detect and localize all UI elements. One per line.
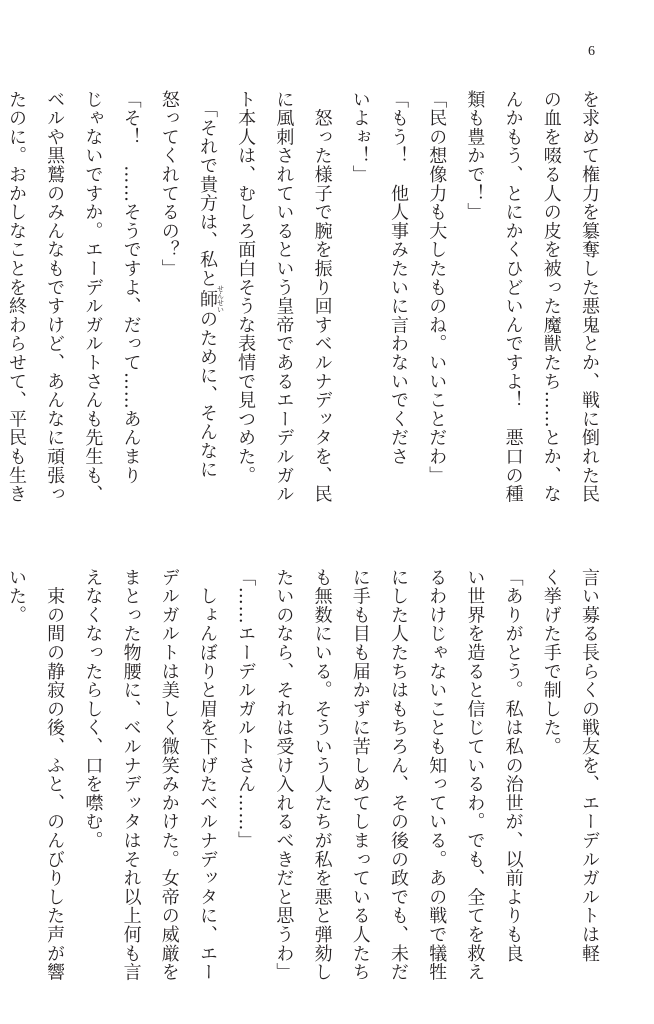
text-line: の血を啜る人の皮を被った魔獣たち……とか、な	[540, 90, 562, 504]
text-line: 言い募る長らくの戦友を、エーデルガルトは軽	[579, 568, 600, 963]
text-line: 怒ってくれてるの？」	[158, 90, 180, 278]
text-line: いた。	[5, 568, 27, 625]
text-line: るわけじゃないことも知っている。あの戦で犠牲	[426, 568, 448, 982]
ruby-annotation	[196, 284, 225, 313]
text-line: く挙げた手で制した。	[540, 568, 562, 756]
text-line: しょんぼりと眉を下げたベルナデッタに、エー	[196, 568, 218, 982]
text-line: 「……エーデルガルトさん……」	[235, 568, 257, 850]
text-segment: のために、そんなに	[196, 309, 218, 480]
text-line: を求めて権力を簒奪した悪鬼とか、戦に倒れた民	[579, 90, 600, 504]
ruby-reading: せんせい	[216, 284, 225, 313]
text-line: じゃないですか。エーデルガルトさんも先生も、	[82, 90, 104, 504]
text-line: デルガルトは美しく微笑みかけた。女帝の威厳を	[158, 568, 180, 982]
lower-text-block	[5, 568, 608, 983]
text-line: ベルや黒鷲のみんなもですけど、あんなに頑張っ	[44, 90, 66, 504]
text-line: 類も豊かで！」	[464, 90, 486, 222]
text-segment: 「それで貴方は、私と	[196, 90, 218, 288]
text-line: んかもう、とにかくひどいんですよ！ 悪口の種	[502, 90, 524, 504]
text-line: に手も目も届かずに苦しめてしまっている人たち	[349, 568, 371, 982]
text-line: たのに。おかしなことを終わらせて、平民も生き	[5, 90, 27, 504]
text-line: も無数にいる。そういう人たちが私を悪と弾劾し	[311, 568, 333, 982]
text-line: たいのなら、それは受け入れるべきだと思うわ」	[273, 568, 295, 982]
page-number: 6	[588, 44, 595, 59]
text-line: いよぉ！」	[349, 90, 371, 184]
text-line: 「もう！ 他人事みたいに言わないでくださ	[387, 90, 409, 466]
text-line: い世界を造ると信じているわ。でも、全てを救え	[464, 568, 486, 982]
ruby-base: 師	[196, 284, 218, 313]
text-line: 怒った様子で腕を振り回すベルナデッタを、民	[311, 90, 333, 504]
text-line: ト本人は、むしろ面白そうな表情で見つめた。	[235, 90, 257, 485]
text-line: えなくなったらしく、口を噤む。	[82, 568, 104, 850]
text-line: にした人たちはもちろん、その後の政でも、未だ	[387, 568, 409, 982]
text-line: まとった物腰に、ベルナデッタはそれ以上何も言	[120, 568, 142, 982]
text-line: 「そ！ ……そうですよ、だって……あんまり	[120, 90, 142, 485]
upper-text-block	[5, 90, 608, 505]
text-line: 束の間の静寂の後、ふと、のんびりした声が響	[44, 568, 66, 982]
text-line: 「ありがとう。私は私の治世が、以前よりも良	[502, 568, 524, 963]
text-line-with-ruby	[188, 90, 226, 505]
text-line: 「民の想像力も大したものね。いいことだわ」	[426, 90, 448, 485]
text-line: に風刺されているという皇帝であるエーデルガル	[273, 90, 295, 504]
